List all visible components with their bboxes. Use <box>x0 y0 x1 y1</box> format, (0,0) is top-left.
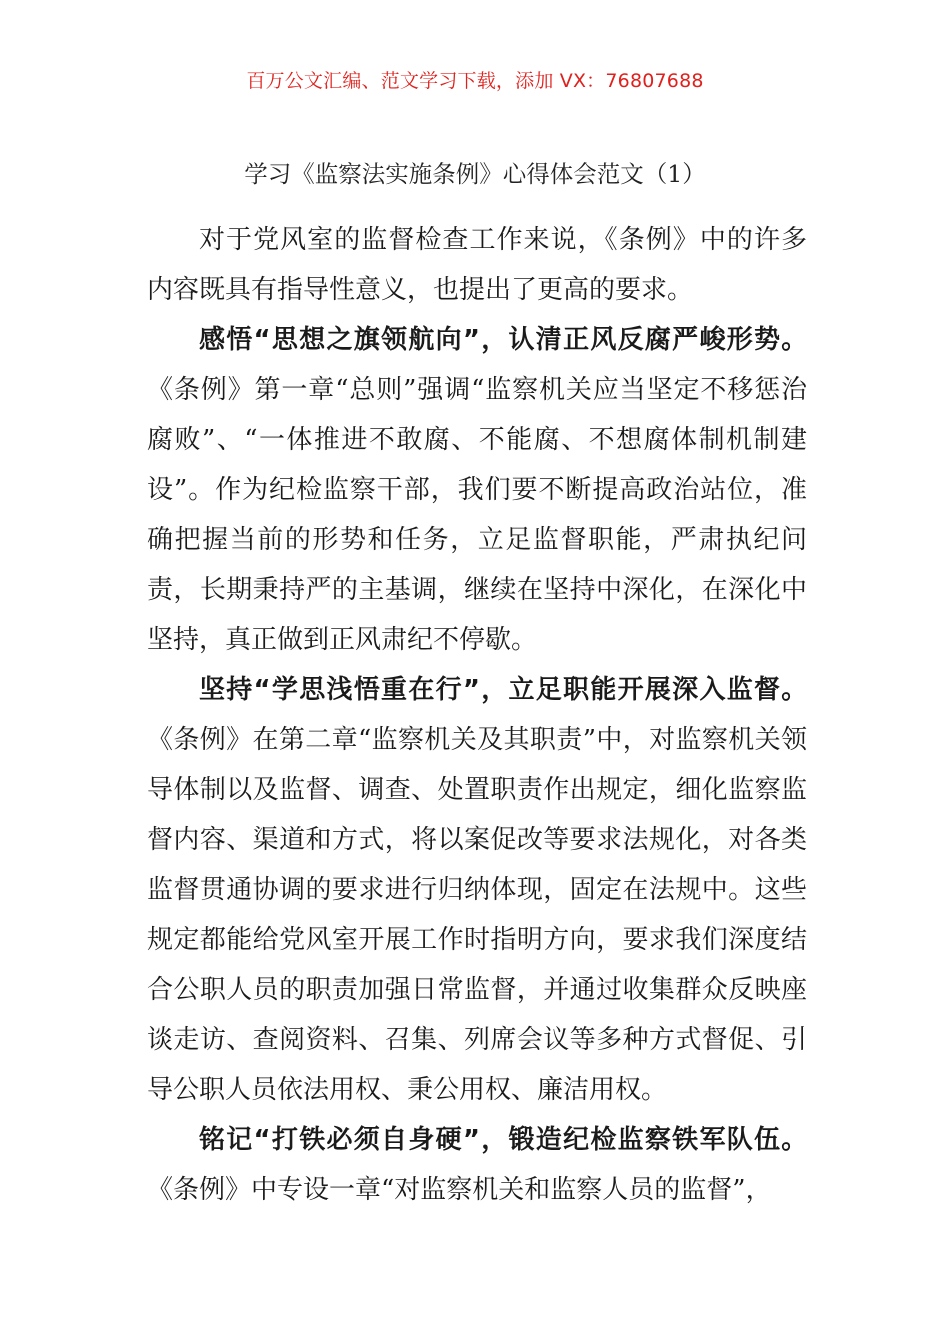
section-paragraph-1 <box>147 315 807 665</box>
section-text-2: 《条例》在第二章“监察机关及其职责”中，对监察机关领导体制以及监督、调查、处置职责作出规定，细化监察监督内容、渠道和方式，将以案促改等要求法规化，对各类监督贯通协调的要求进行归纳体现，固定在法规中。这些规定都能给党风室开展工作时指明方向，要求我们深度结合公职人员的职责加强日常监督，并通过收集群众反映座谈走访、查阅资料、召集、列席会议等多种方式督促、引导公职人员依法用权、秉公用权、廉洁用权。 <box>147 725 807 1105</box>
watermark-header: 百万公文汇编、范文学习下载，添加 VX：76807688 <box>246 70 704 92</box>
section-paragraph-3 <box>147 1115 807 1215</box>
section-heading-2: 坚持“学思浅悟重在行”，立足职能开展深入监督。 <box>199 675 807 705</box>
section-text-3: 《条例》中专设一章“对监察机关和监察人员的监督”， <box>147 1175 772 1205</box>
section-text-1: 《条例》第一章“总则”强调“监察机关应当坚定不移惩治腐败”、“一体推进不敢腐、不能腐、不想腐体制机制建设”。作为纪检监察干部，我们要不断提高政治站位，准确把握当前的形势和任务，立足监督职能，严肃执纪问责，长期秉持严的主基调，继续在坚持中深化，在深化中坚持，真正做到正风肃纪不停歇。 <box>147 375 807 655</box>
section-heading-3: 铭记“打铁必须自身硬”，锻造纪检监察铁军队伍。 <box>199 1125 807 1155</box>
document-body <box>147 215 807 1215</box>
document-title: 学习《监察法实施条例》心得体会范文（1） <box>244 160 706 188</box>
intro-paragraph: 对于党风室的监督检查工作来说，《条例》中的许多内容既具有指导性意义，也提出了更高的要求。 <box>147 225 807 305</box>
section-paragraph-2 <box>147 665 807 1115</box>
section-heading-1: 感悟“思想之旗领航向”，认清正风反腐严峻形势。 <box>199 325 807 355</box>
